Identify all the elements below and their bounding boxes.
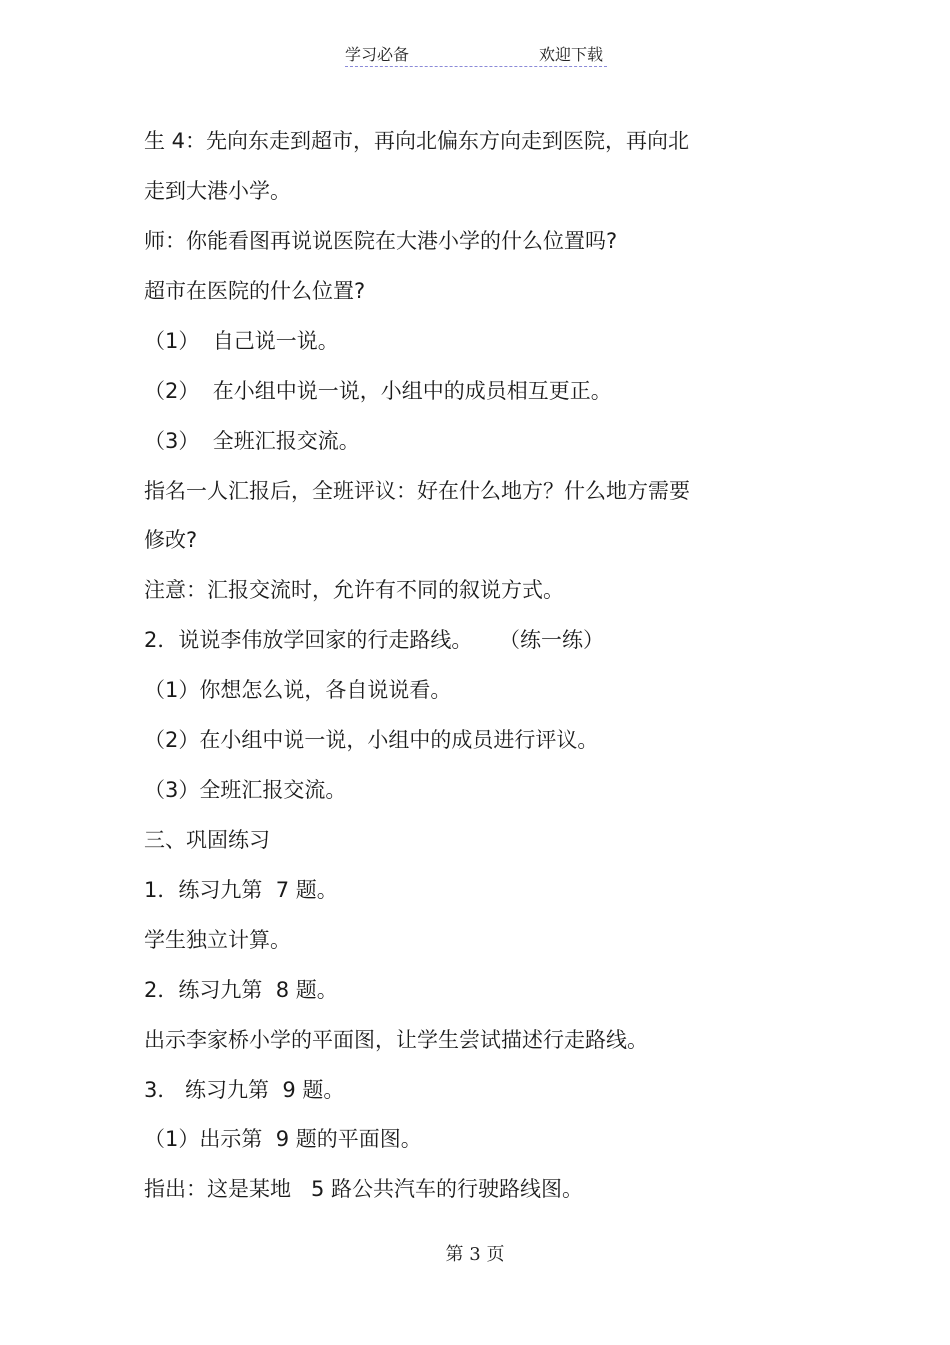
text-line: 1．练习九第 7 题。	[144, 878, 338, 902]
text-line: 超市在医院的什么位置?	[144, 279, 366, 303]
text-line: 2．说说李伟放学回家的行走路线。 （练一练）	[144, 628, 605, 652]
text-line: 指名一人汇报后，全班评议：好在什么地方？什么地方需要	[144, 479, 690, 503]
text-line: 生 4：先向东走到超市，再向北偏东方向走到医院，再向北	[144, 129, 690, 153]
text-line: 3． 练习九第 9 题。	[144, 1078, 345, 1102]
text-line: （1）你想怎么说，各自说说看。	[144, 678, 452, 702]
text-line: 注意：汇报交流时，允许有不同的叙说方式。	[144, 578, 564, 602]
text-line: （3）全班汇报交流。	[144, 778, 347, 802]
page-header	[345, 40, 607, 67]
header-left-text: 学习必备	[345, 45, 410, 64]
text-line: （1）出示第 9 题的平面图。	[144, 1127, 422, 1151]
text-line: 走到大港小学。	[144, 179, 291, 203]
text-line: 师：你能看图再说说医院在大港小学的什么位置吗?	[144, 229, 618, 253]
text-line: （3） 全班汇报交流。	[144, 429, 360, 453]
section-heading: 三、巩固练习	[144, 828, 270, 852]
page-number: 第 3 页	[445, 1244, 505, 1265]
text-line: 出示李家桥小学的平面图，让学生尝试描述行走路线。	[144, 1028, 648, 1052]
text-line: （2）在小组中说一说，小组中的成员进行评议。	[144, 728, 599, 752]
text-line: 学生独立计算。	[144, 928, 291, 952]
text-line: 指出：这是某地 5 路公共汽车的行驶路线图。	[144, 1177, 584, 1201]
text-line: （2） 在小组中说一说，小组中的成员相互更正。	[144, 379, 612, 403]
text-line: 修改?	[144, 528, 198, 552]
header-right-text: 欢迎下载	[538, 45, 603, 64]
text-line: 2．练习九第 8 题。	[144, 978, 338, 1002]
text-line: （1） 自己说一说。	[144, 329, 339, 353]
